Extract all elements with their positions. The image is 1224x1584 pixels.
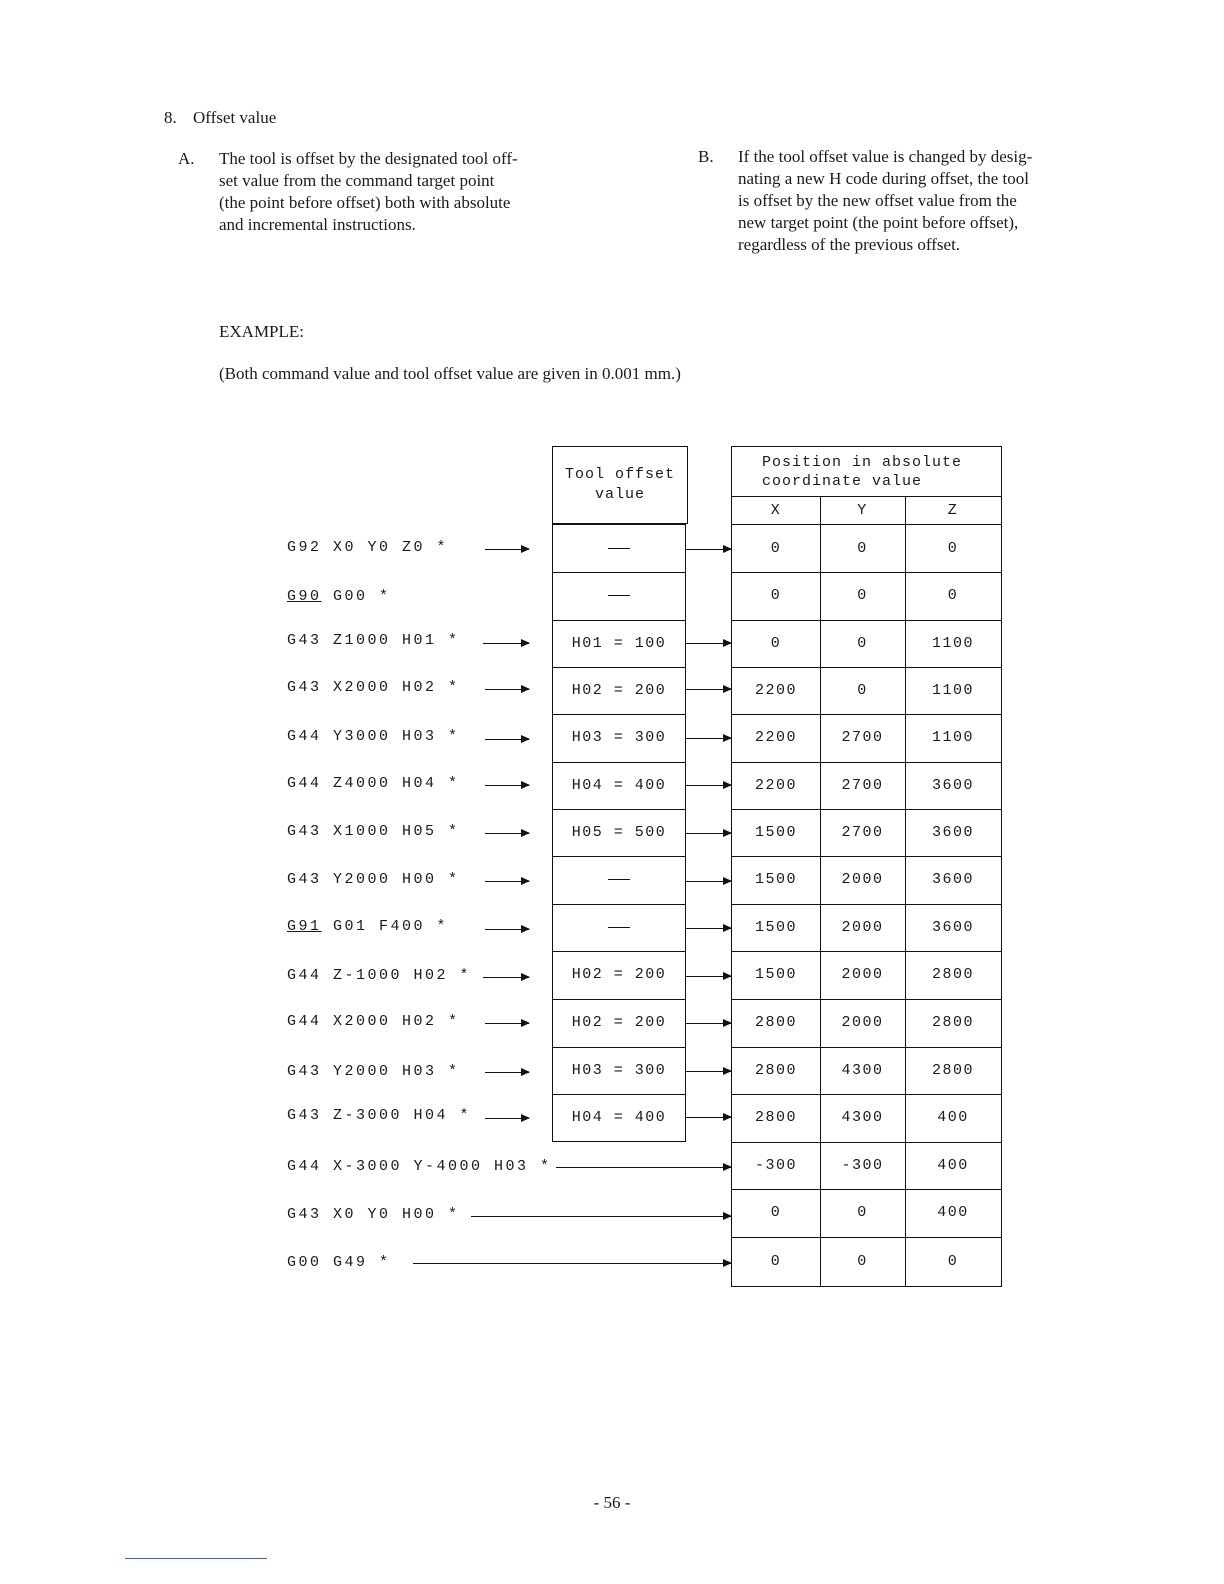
z-cell: 3600 [931,918,974,936]
z-cell: 0 [947,1252,959,1270]
page-number: - 56 - [593,1493,631,1512]
x-cell: -300 [754,1156,797,1174]
offset-cell: H03 = 300 [571,1061,667,1079]
y-cell: 0 [857,1252,868,1270]
dash-icon [608,548,630,549]
offset-cell: H04 = 400 [571,1108,667,1126]
x-cell: 0 [770,587,782,604]
command-text: G43 Y2000 H03 * [287,1063,460,1080]
paragraph-b-line: If the tool offset value is changed by desig- [738,147,1033,166]
example-note: (Both command value and tool offset value are given in 0.001 mm.) [219,364,681,383]
command-line [287,588,391,605]
y-cell: 0 [857,1204,868,1221]
position-header-line: Position in absolute [762,454,963,471]
dash-icon [608,879,630,880]
y-cell: 0 [857,681,868,699]
footer-rule [125,1558,267,1559]
section-title: Offset value [193,108,277,127]
paragraph-a-line: (the point before offset) both with absolute [219,193,511,212]
command-line [287,679,460,696]
paragraph-b-line: new target point (the point before offset), [738,213,1019,232]
command-line [287,967,471,984]
x-cell: 0 [770,1252,782,1270]
dash-icon [608,927,630,928]
command-text: G43 Z1000 H01 * [287,632,460,649]
y-cell: 0 [857,539,868,557]
arrow-right-icon [686,1023,731,1024]
offset-header-line: value [594,486,645,503]
arrow-right-icon [485,689,529,690]
axis-header-y: Y [857,502,868,519]
y-cell: 2700 [841,776,884,794]
command-text: G43 Y2000 H00 * [287,871,460,888]
x-cell: 1500 [754,918,797,936]
arrow-right-icon [483,643,529,644]
command-line [287,1158,552,1175]
arrow-right-icon [483,977,529,978]
y-cell: 4300 [841,1108,884,1126]
command-line [287,1107,471,1124]
y-cell: 0 [857,634,868,652]
z-cell: 3600 [931,776,974,794]
z-cell: 0 [947,587,959,604]
arrow-right-icon [471,1216,731,1217]
offset-cell: H03 = 300 [571,729,667,746]
arrow-right-icon [556,1167,731,1168]
command-text: G44 Y3000 H03 * [287,728,460,745]
arrow-right-icon [485,739,529,740]
offset-cell [553,856,685,903]
command-line [287,728,460,745]
paragraph-b-line: is offset by the new offset value from the [738,191,1017,210]
y-cell: 2000 [841,1014,884,1031]
z-cell: 3600 [931,871,974,888]
command-line [287,871,460,888]
arrow-right-icon [686,689,731,690]
dash-icon [608,595,630,596]
z-cell: 0 [947,539,959,557]
offset-cell: H02 = 200 [571,681,667,699]
x-cell: 0 [770,539,782,557]
paragraph-b-label: B. [698,147,714,166]
paragraph-a-line: set value from the command target point [219,171,495,190]
y-cell: -300 [841,1156,884,1174]
y-cell: 2000 [841,918,884,936]
z-cell: 1100 [931,634,974,652]
x-cell: 0 [770,1204,782,1221]
x-cell: 2200 [754,729,797,746]
command-line [287,1013,460,1030]
arrow-right-icon [686,643,731,644]
paragraph-a-line: The tool is offset by the designated tool off- [219,149,518,168]
paragraph-a-line: and incremental instructions. [219,215,416,234]
offset-cell [553,904,685,950]
command-line [287,823,460,840]
arrow-right-icon [686,1117,731,1118]
command-text: G43 X0 Y0 H00 * [287,1206,460,1223]
axis-header-z: Z [947,502,959,519]
arrow-right-icon [686,1071,731,1072]
arrow-right-icon [686,881,731,882]
command-underlined: G91 [287,918,322,935]
section-heading [164,108,276,128]
arrow-right-icon [485,929,529,930]
x-cell: 1500 [754,966,797,983]
command-text: G44 Z-1000 H02 * [287,967,472,984]
axis-header-x: X [770,502,782,519]
z-cell: 2800 [931,1014,974,1031]
z-cell: 2800 [931,966,974,983]
z-cell: 2800 [931,1061,974,1079]
command-text: G00 * [321,588,391,605]
offset-header-box [552,446,688,524]
paragraph-b [738,146,1178,256]
command-text: G43 X1000 H05 * [287,823,460,840]
x-cell: 2800 [754,1014,797,1031]
x-cell: 2200 [754,681,797,699]
command-line [287,539,448,556]
offset-header [553,465,687,505]
x-cell: 1500 [754,823,797,841]
arrow-right-icon [686,785,731,786]
z-cell: 3600 [931,823,974,841]
arrow-right-icon [485,881,529,882]
arrow-right-icon [485,785,529,786]
offset-cell: H02 = 200 [571,966,667,983]
offset-cell [553,572,685,619]
arrow-right-icon [686,549,731,550]
command-line [287,1206,460,1223]
arrow-right-icon [686,928,731,929]
offset-cell: H04 = 400 [571,776,667,794]
command-text: G43 X2000 H02 * [287,679,460,696]
arrow-right-icon [485,833,529,834]
z-cell: 400 [937,1156,969,1174]
y-cell: 2000 [841,871,884,888]
offset-header-line: Tool offset [564,466,676,483]
y-cell: 2700 [841,823,884,841]
x-cell: 2200 [754,776,797,794]
position-header-line: coordinate value [762,473,923,490]
arrow-right-icon [485,1023,529,1024]
example-heading: EXAMPLE: [219,322,304,341]
x-cell: 2800 [754,1108,797,1126]
arrow-right-icon [686,738,731,739]
arrow-right-icon [686,833,731,834]
command-text: G92 X0 Y0 Z0 * [287,539,449,556]
command-text: G44 X-3000 Y-4000 H03 * [287,1158,552,1175]
y-cell: 2700 [841,729,884,746]
command-text: G44 Z4000 H04 * [287,775,460,792]
command-text: G00 G49 * [287,1254,391,1271]
arrow-right-icon [485,1118,529,1119]
command-text: G01 F400 * [321,918,449,935]
x-cell: 1500 [754,871,797,888]
z-cell: 1100 [931,729,974,746]
x-cell: 2800 [754,1061,797,1079]
z-cell: 400 [937,1204,969,1221]
arrow-right-icon [686,976,731,977]
command-underlined: G90 [287,588,322,605]
z-cell: 400 [937,1108,969,1126]
paragraph-b-line: regardless of the previous offset. [738,235,961,254]
command-text: G43 Z-3000 H04 * [287,1107,472,1124]
y-cell: 0 [857,587,868,604]
command-line [287,632,460,649]
position-header [762,453,962,491]
arrow-right-icon [485,549,529,550]
paragraph-a [219,148,659,236]
paragraph-a-label: A. [178,149,195,168]
command-line [287,1063,460,1080]
position-header-box [731,446,1002,525]
offset-cell [553,525,685,571]
z-cell: 1100 [931,681,974,699]
command-text: G44 X2000 H02 * [287,1013,460,1030]
command-line [287,918,448,935]
y-cell: 4300 [841,1061,884,1079]
y-cell: 2000 [841,966,884,983]
command-line [287,1254,391,1271]
arrow-right-icon [413,1263,731,1264]
x-cell: 0 [770,634,782,652]
command-line [287,775,460,792]
paragraph-b-line: nating a new H code during offset, the tool [738,169,1029,188]
offset-cell: H02 = 200 [571,1014,667,1031]
offset-cell: H01 = 100 [571,634,667,652]
section-number: 8. [164,108,177,127]
offset-cell: H05 = 500 [571,823,667,841]
arrow-right-icon [485,1072,529,1073]
